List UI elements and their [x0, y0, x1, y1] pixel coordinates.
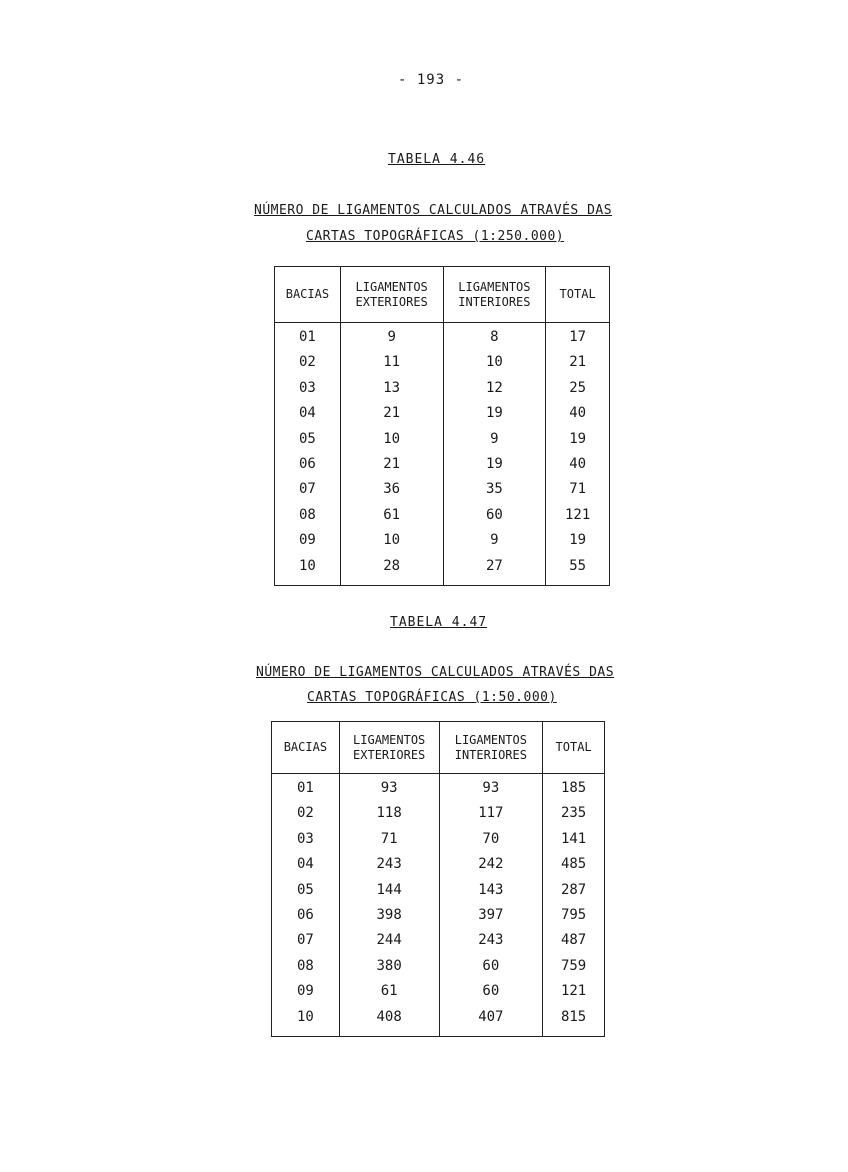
cell-exteriores: 61 [339, 979, 439, 1004]
table-row [272, 852, 605, 877]
cell-total: 815 [543, 1005, 605, 1037]
header-exteriores [339, 722, 439, 774]
header-interiores [443, 267, 546, 323]
cell-exteriores: 21 [340, 401, 443, 426]
cell-total: 71 [546, 477, 610, 502]
cell-bacia: 06 [275, 452, 341, 477]
cell-exteriores: 36 [340, 477, 443, 502]
cell-total: 25 [546, 376, 610, 401]
cell-exteriores: 10 [340, 427, 443, 452]
cell-bacia: 10 [275, 554, 341, 586]
cell-interiores: 8 [443, 323, 546, 351]
header-exteriores-line2: EXTERIORES [353, 747, 426, 762]
cell-interiores: 27 [443, 554, 546, 586]
table-row [272, 979, 605, 1004]
table-row [275, 554, 610, 586]
table-row [272, 928, 605, 953]
header-interiores-line1: LIGAMENTOS [458, 279, 531, 294]
table-row [272, 954, 605, 979]
cell-interiores: 19 [443, 401, 546, 426]
table-row [272, 774, 605, 802]
cell-bacia: 09 [275, 528, 341, 553]
header-interiores-line2: INTERIORES [454, 747, 527, 762]
table-title-line2-4-46: CARTAS TOPOGRÁFICAS (1:250.000) [306, 229, 565, 244]
cell-bacia: 08 [272, 954, 340, 979]
cell-interiores: 243 [439, 928, 543, 953]
cell-interiores: 60 [439, 979, 543, 1004]
cell-exteriores: 118 [339, 801, 439, 826]
cell-total: 141 [543, 827, 605, 852]
cell-interiores: 60 [443, 503, 546, 528]
cell-exteriores: 244 [339, 928, 439, 953]
cell-interiores: 60 [439, 954, 543, 979]
table-title-line1-4-47: NÚMERO DE LIGAMENTOS CALCULADOS ATRAVÉS DAS [256, 665, 615, 680]
cell-interiores: 19 [443, 452, 546, 477]
cell-bacia: 01 [275, 323, 341, 351]
cell-interiores: 10 [443, 350, 546, 375]
cell-exteriores: 243 [339, 852, 439, 877]
header-exteriores-line2: EXTERIORES [355, 294, 428, 309]
cell-interiores: 242 [439, 852, 543, 877]
data-table-4-47 [271, 721, 605, 1037]
cell-exteriores: 21 [340, 452, 443, 477]
header-interiores-line1: LIGAMENTOS [454, 732, 527, 747]
cell-interiores: 70 [439, 827, 543, 852]
header-bacias: BACIAS [275, 267, 341, 323]
cell-interiores: 407 [439, 1005, 543, 1037]
cell-total: 40 [546, 452, 610, 477]
table-row [275, 350, 610, 375]
cell-exteriores: 93 [339, 774, 439, 802]
cell-bacia: 01 [272, 774, 340, 802]
header-bacias: BACIAS [272, 722, 340, 774]
header-exteriores-line1: LIGAMENTOS [355, 279, 428, 294]
table-row [275, 477, 610, 502]
table-row [275, 323, 610, 351]
page-number: - 193 - [398, 72, 465, 88]
cell-exteriores: 11 [340, 350, 443, 375]
cell-bacia: 08 [275, 503, 341, 528]
cell-total: 40 [546, 401, 610, 426]
cell-total: 21 [546, 350, 610, 375]
cell-bacia: 05 [275, 427, 341, 452]
header-total: TOTAL [546, 267, 610, 323]
cell-bacia: 09 [272, 979, 340, 1004]
cell-exteriores: 144 [339, 878, 439, 903]
cell-total: 287 [543, 878, 605, 903]
header-exteriores [340, 267, 443, 323]
table-row [275, 452, 610, 477]
cell-total: 485 [543, 852, 605, 877]
cell-exteriores: 28 [340, 554, 443, 586]
table-title-line1-4-46: NÚMERO DE LIGAMENTOS CALCULADOS ATRAVÉS DAS [254, 203, 613, 218]
table-row [275, 503, 610, 528]
data-table-4-46 [274, 266, 610, 586]
table-row [272, 903, 605, 928]
cell-bacia: 07 [272, 928, 340, 953]
cell-interiores: 9 [443, 427, 546, 452]
cell-interiores: 143 [439, 878, 543, 903]
header-interiores-line2: INTERIORES [458, 294, 531, 309]
table-label-4-46: TABELA 4.46 [388, 152, 486, 167]
cell-interiores: 9 [443, 528, 546, 553]
table-row [272, 1005, 605, 1037]
cell-bacia: 03 [272, 827, 340, 852]
cell-bacia: 04 [275, 401, 341, 426]
header-total: TOTAL [543, 722, 605, 774]
table-row [275, 427, 610, 452]
cell-interiores: 35 [443, 477, 546, 502]
table-row [275, 528, 610, 553]
table-row [275, 376, 610, 401]
cell-total: 185 [543, 774, 605, 802]
table-row [272, 827, 605, 852]
cell-total: 759 [543, 954, 605, 979]
cell-interiores: 12 [443, 376, 546, 401]
cell-total: 19 [546, 528, 610, 553]
cell-exteriores: 9 [340, 323, 443, 351]
header-exteriores-line1: LIGAMENTOS [353, 732, 426, 747]
table-label-4-47: TABELA 4.47 [390, 615, 488, 630]
cell-exteriores: 13 [340, 376, 443, 401]
cell-exteriores: 398 [339, 903, 439, 928]
table-row [272, 878, 605, 903]
cell-exteriores: 380 [339, 954, 439, 979]
cell-exteriores: 10 [340, 528, 443, 553]
table-row [275, 401, 610, 426]
cell-bacia: 02 [272, 801, 340, 826]
cell-exteriores: 61 [340, 503, 443, 528]
header-interiores [439, 722, 543, 774]
cell-bacia: 10 [272, 1005, 340, 1037]
cell-total: 795 [543, 903, 605, 928]
cell-interiores: 117 [439, 801, 543, 826]
cell-bacia: 06 [272, 903, 340, 928]
cell-total: 55 [546, 554, 610, 586]
cell-total: 19 [546, 427, 610, 452]
cell-total: 121 [543, 979, 605, 1004]
cell-bacia: 04 [272, 852, 340, 877]
cell-total: 17 [546, 323, 610, 351]
cell-bacia: 05 [272, 878, 340, 903]
cell-bacia: 03 [275, 376, 341, 401]
cell-total: 235 [543, 801, 605, 826]
cell-total: 487 [543, 928, 605, 953]
cell-interiores: 397 [439, 903, 543, 928]
table-title-line2-4-47: CARTAS TOPOGRÁFICAS (1:50.000) [307, 690, 557, 705]
cell-exteriores: 71 [339, 827, 439, 852]
table-row [272, 801, 605, 826]
cell-interiores: 93 [439, 774, 543, 802]
cell-bacia: 07 [275, 477, 341, 502]
cell-bacia: 02 [275, 350, 341, 375]
cell-total: 121 [546, 503, 610, 528]
cell-exteriores: 408 [339, 1005, 439, 1037]
